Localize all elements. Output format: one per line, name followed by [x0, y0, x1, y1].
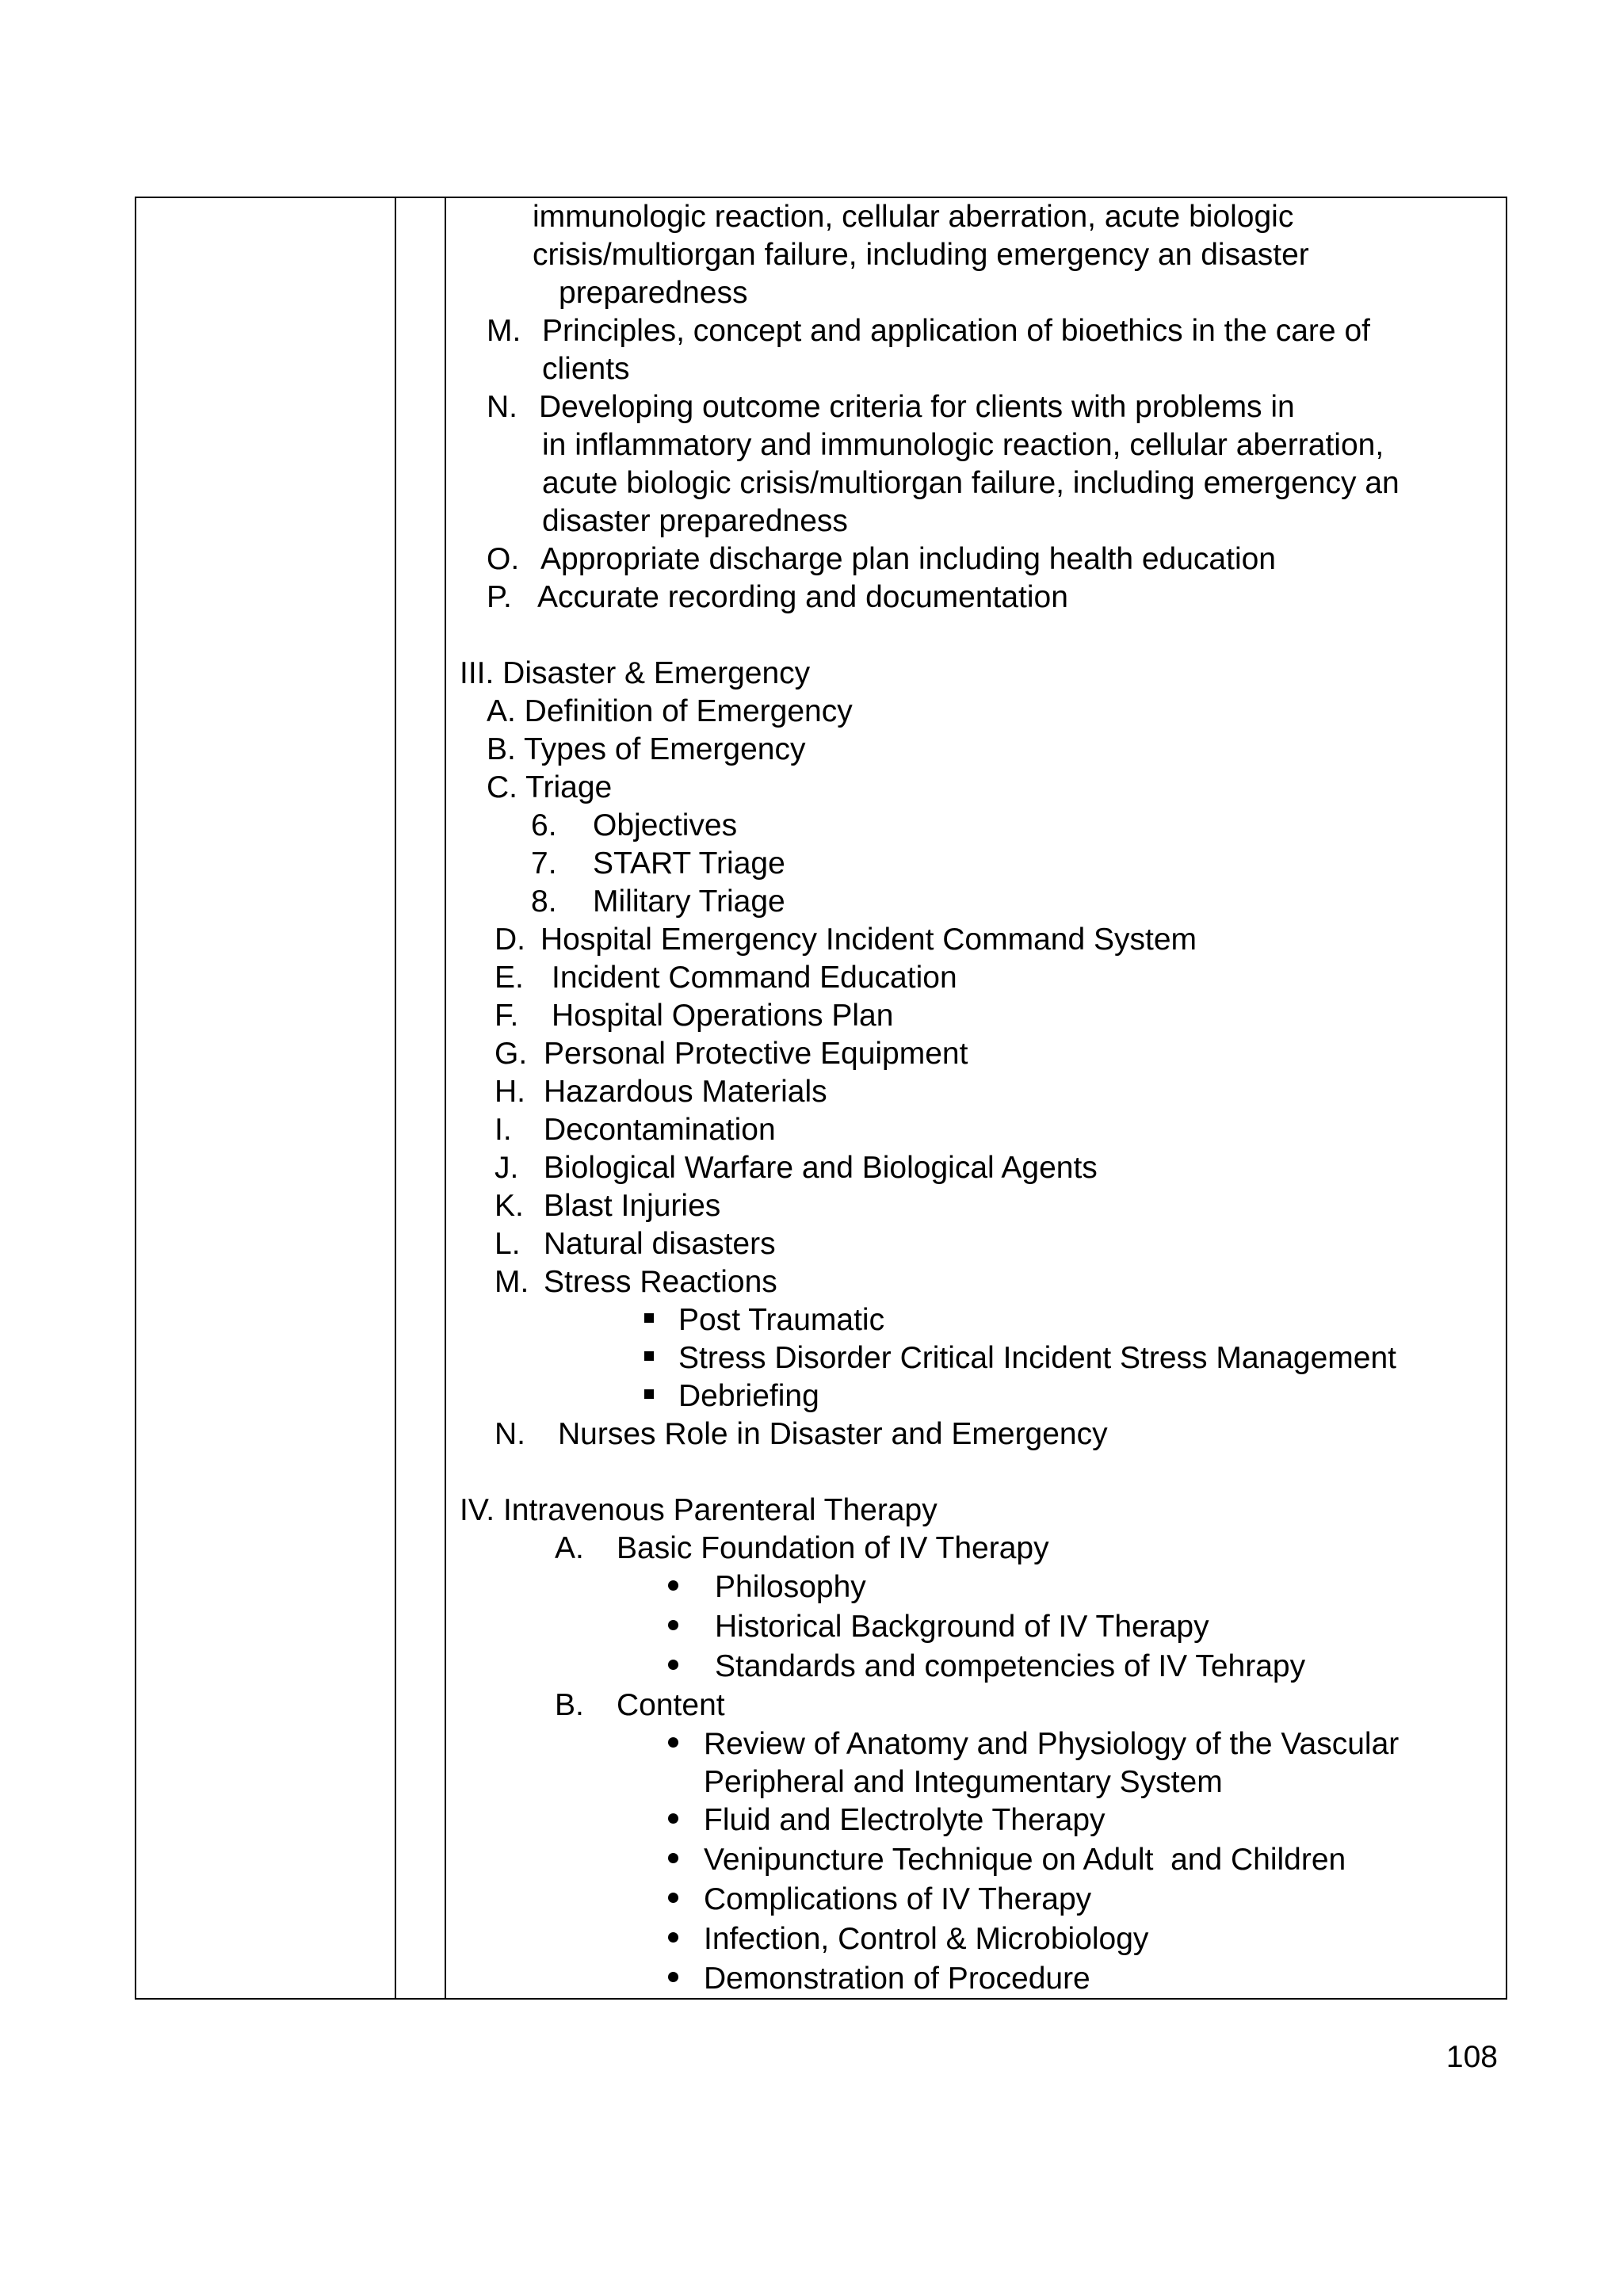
triage-num: 6.	[531, 808, 557, 842]
section-3-text: Stress Reactions	[544, 1265, 777, 1299]
continued-line-3: preparedness	[559, 276, 748, 310]
section-3-item-c: C. Triage	[487, 770, 613, 804]
stress-bullet-text: Debriefing	[678, 1379, 819, 1413]
page-number: 108	[1445, 2040, 1498, 2074]
square-bullet-icon	[644, 1313, 654, 1323]
section-3-text: Biological Warfare and Biological Agents	[544, 1151, 1098, 1185]
item-o-letter: O.	[487, 542, 520, 576]
triage-num: 7.	[531, 846, 557, 881]
section-3-item-a: A. Definition of Emergency	[487, 694, 853, 728]
bullet-dot-icon	[668, 1853, 678, 1863]
section-3-text: Blast Injuries	[544, 1189, 721, 1223]
section-3-letter: E.	[495, 961, 524, 995]
section-3-letter: H.	[495, 1075, 525, 1109]
section-3-letter: M.	[495, 1265, 529, 1299]
section-3-item-b: B. Types of Emergency	[487, 732, 806, 766]
section-3-letter: F.	[495, 999, 519, 1033]
item-n-line-1: Developing outcome criteria for clients with problems in	[539, 390, 1295, 424]
section-3-text: Decontamination	[544, 1113, 776, 1147]
section-3-title: III. Disaster & Emergency	[460, 656, 811, 690]
bullet-dot-icon	[668, 1893, 678, 1903]
section-3-text: Hospital Emergency Incident Command System	[540, 923, 1197, 957]
section-3-letter: G.	[495, 1037, 528, 1071]
bullet-dot-icon	[668, 1813, 678, 1824]
bullet-dot-icon	[668, 1580, 678, 1591]
section-3-letter: J.	[495, 1151, 519, 1185]
triage-text: START Triage	[593, 846, 785, 881]
item-n-line-4: disaster preparedness	[542, 504, 848, 538]
item-n-line-3: acute biologic crisis/multiorgan failure, including emergency an	[542, 466, 1400, 500]
section-4-a-letter: A.	[555, 1531, 584, 1565]
item-m-line-1: Principles, concept and application of bioethics in the care of	[542, 314, 1370, 348]
iv-a-bullet-text: Historical Background of IV Therapy	[715, 1610, 1209, 1644]
square-bullet-icon	[644, 1351, 654, 1361]
section-3-n-text: Nurses Role in Disaster and Emergency	[558, 1417, 1108, 1451]
square-bullet-icon	[644, 1389, 654, 1399]
iv-b-bullet-text: Fluid and Electrolyte Therapy	[704, 1803, 1106, 1837]
item-m-letter: M.	[487, 314, 521, 348]
iv-a-bullet-text: Philosophy	[715, 1570, 866, 1604]
triage-text: Objectives	[593, 808, 738, 842]
section-3-letter: L.	[495, 1227, 521, 1261]
section-3-text: Hazardous Materials	[544, 1075, 827, 1109]
item-m-line-2: clients	[542, 352, 630, 386]
section-4-title: IV. Intravenous Parenteral Therapy	[460, 1493, 938, 1527]
iv-b-bullet-text: Review of Anatomy and Physiology of the Vascular	[704, 1727, 1400, 1761]
bullet-dot-icon	[668, 1932, 678, 1943]
bullet-dot-icon	[668, 1737, 678, 1748]
section-3-letter: D.	[495, 923, 525, 957]
iv-a-bullet-text: Standards and competencies of IV Tehrapy	[715, 1649, 1306, 1683]
item-p-letter: P.	[487, 580, 512, 614]
section-3-n-letter: N.	[495, 1417, 525, 1451]
section-4-b-text: Content	[617, 1688, 725, 1722]
iv-b-bullet-text: Infection, Control & Microbiology	[704, 1922, 1149, 1956]
triage-text: Military Triage	[593, 884, 785, 919]
continued-line-1: immunologic reaction, cellular aberration, acute biologic	[533, 200, 1294, 234]
item-n-letter: N.	[487, 390, 517, 424]
continued-line-2: crisis/multiorgan failure, including emergency an disaster	[533, 238, 1309, 272]
item-o-text: Appropriate discharge plan including health education	[540, 542, 1276, 576]
stress-bullet-text: Stress Disorder Critical Incident Stress Management	[678, 1341, 1397, 1375]
section-3-letter: K.	[495, 1189, 524, 1223]
iv-b-bullet-text-cont: Peripheral and Integumentary System	[704, 1765, 1223, 1799]
bullet-dot-icon	[668, 1620, 678, 1630]
item-p-text: Accurate recording and documentation	[537, 580, 1068, 614]
section-4-b-letter: B.	[555, 1688, 584, 1722]
section-3-text: Personal Protective Equipment	[544, 1037, 968, 1071]
triage-num: 8.	[531, 884, 557, 919]
stress-bullet-text: Post Traumatic	[678, 1303, 885, 1337]
iv-b-bullet-text: Demonstration of Procedure	[704, 1962, 1090, 1996]
section-3-text: Incident Command Education	[552, 961, 957, 995]
section-3-text: Hospital Operations Plan	[552, 999, 894, 1033]
bullet-dot-icon	[668, 1660, 678, 1670]
iv-b-bullet-text: Complications of IV Therapy	[704, 1882, 1092, 1916]
iv-b-bullet-text: Venipuncture Technique on Adult and Children	[704, 1843, 1346, 1877]
section-3-letter: I.	[495, 1113, 512, 1147]
section-4-a-text: Basic Foundation of IV Therapy	[617, 1531, 1049, 1565]
bullet-dot-icon	[668, 1972, 678, 1982]
section-3-text: Natural disasters	[544, 1227, 776, 1261]
item-n-line-2: in inflammatory and immunologic reaction, cellular aberration,	[542, 428, 1384, 462]
